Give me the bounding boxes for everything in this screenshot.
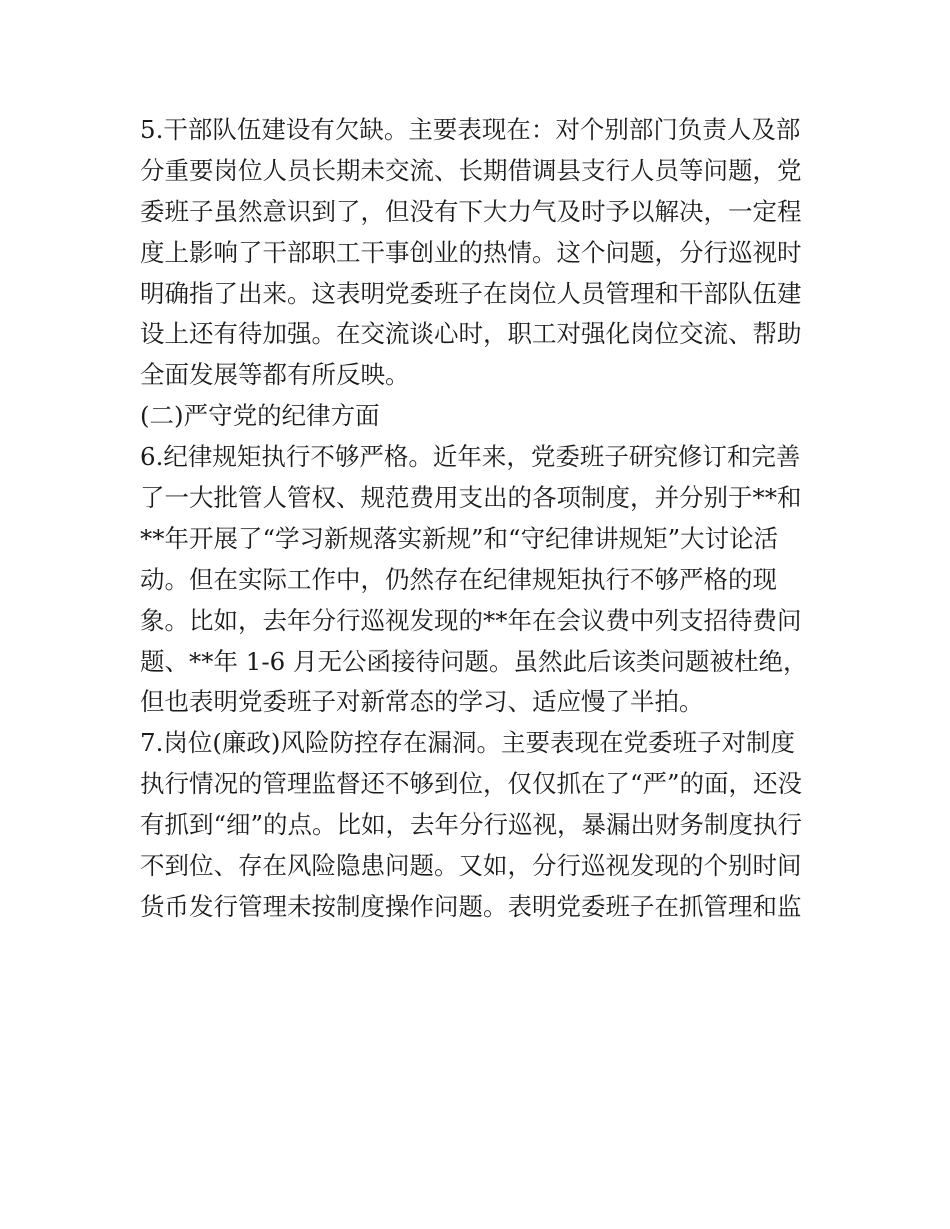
- text-line: 设上还有待加强。在交流谈心时，职工对强化岗位交流、帮助: [140, 319, 802, 349]
- text-line: 6.纪律规矩执行不够严格。近年来，党委班子研究修订和完善: [140, 442, 801, 472]
- text-line: 象。比如，去年分行巡视发现的**年在会议费中列支招待费问: [140, 605, 802, 635]
- text-line: 5.干部队伍建设有欠缺。主要表现在：对个别部门负责人及部: [140, 115, 801, 144]
- text-line: 了一大批管人管权、规范费用支出的各项制度，并分别于**和: [140, 483, 802, 513]
- text-line: 全面发展等都有所反映。: [140, 360, 410, 390]
- text-line: 不到位、存在风险隐患问题。又如，分行巡视发现的个别时间: [140, 851, 802, 881]
- text-line: 执行情况的管理监督还不够到位，仅仅抓在了“严”的面，还没: [140, 769, 803, 799]
- text-line: 度上影响了干部职工干事创业的热情。这个问题，分行巡视时: [140, 237, 802, 267]
- text-line: 委班子虽然意识到了，但没有下大力气及时予以解决，一定程: [140, 196, 802, 226]
- text-line: 但也表明党委班子对新常态的学习、适应慢了半拍。: [140, 687, 704, 717]
- text-line: 货币发行管理未按制度操作问题。表明党委班子在抓管理和监: [140, 891, 802, 921]
- text-line: 分重要岗位人员长期未交流、长期借调县支行人员等问题，党: [140, 155, 802, 185]
- text-line: 题、**年 1-6 月无公函接待问题。虽然此后该类问题被杜绝，: [140, 646, 808, 676]
- text-line: 有抓到“细”的点。比如，去年分行巡视，暴漏出财务制度执行: [140, 810, 803, 840]
- text-line: 7.岗位(廉政)风险防控存在漏洞。主要表现在党委班子对制度: [140, 728, 795, 758]
- section-heading: (二)严守党的纪律方面: [140, 401, 380, 431]
- text-line: **年开展了“学习新规落实新规”和“守纪律讲规矩”大讨论活: [140, 523, 779, 553]
- text-line: 动。但在实际工作中，仍然存在纪律规矩执行不够严格的现: [140, 564, 777, 594]
- text-line: 明确指了出来。这表明党委班子在岗位人员管理和干部队伍建: [140, 278, 802, 308]
- document-body: [140, 110, 820, 928]
